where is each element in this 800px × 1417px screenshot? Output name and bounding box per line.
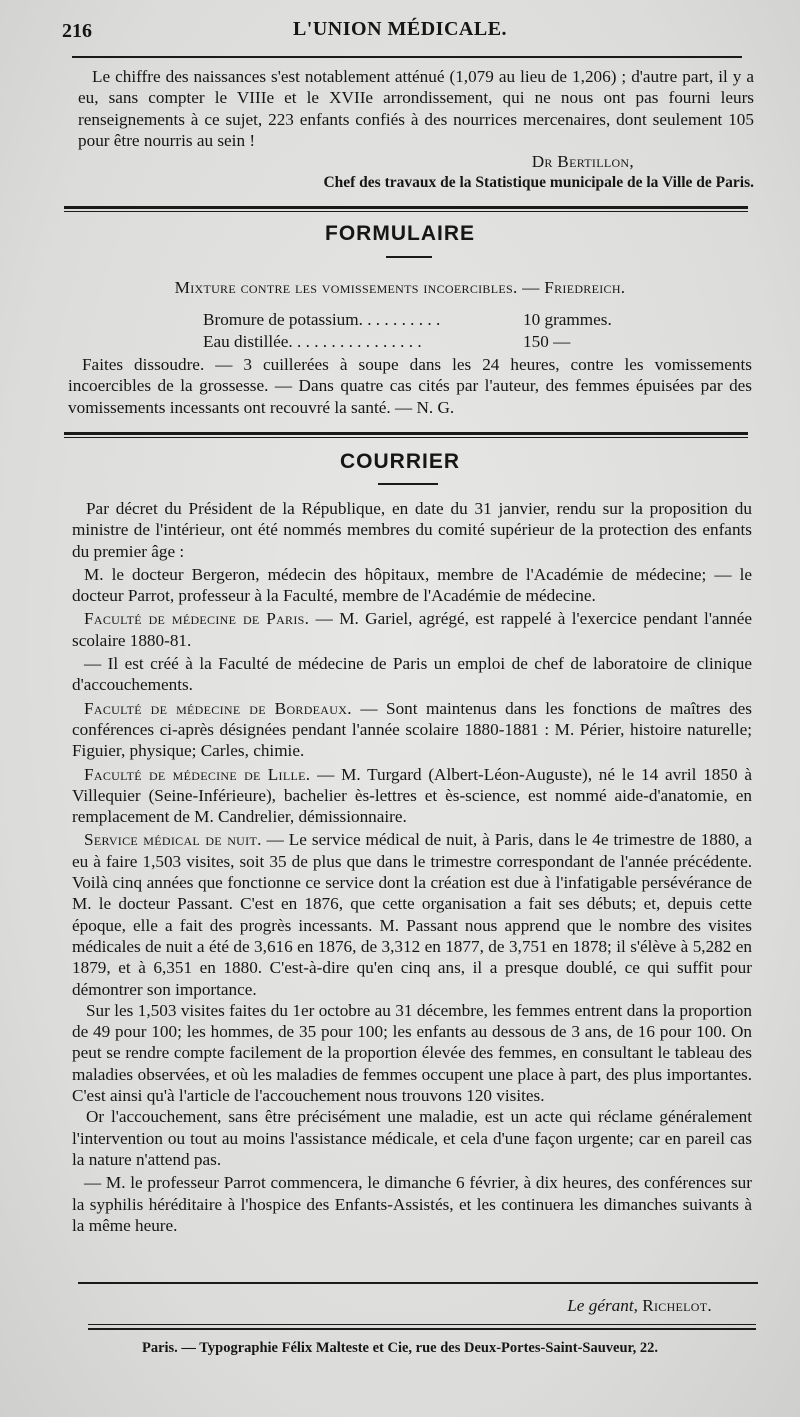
recipe-row — [203, 309, 643, 331]
ingredient-qty: 150 — — [523, 332, 571, 351]
header-rule — [72, 56, 742, 58]
courrier-p2: M. le docteur Bergeron, médecin des hôpitaux, membre de l'Académie de médecine; — le docteur Parrot, professeur à la Faculté, membre de l'Académie de médecine. — [72, 564, 752, 606]
courrier-title: COURRIER — [339, 450, 460, 473]
intro-block — [78, 66, 754, 194]
formulaire-note-block — [68, 354, 752, 418]
text-service-nuit: — Le service médical de nuit, à Paris, dans le 4e trimestre de 1880, a eu à faire 1,503 visites, soit 35 de plus que dans le trimestre correspondant de l'année précédente. Voilà cinq années que fonctionne ce service dont la création est due à l'infatigable persévérance de M. le docteur Passant. C'est en 1876, que cette organisation a fait ses débuts; et, depuis cette époque, elle a fait des progrès incessants. M. Passant nous apprend que le nombre des visites médicales de nuit a été de 3,616 en 1876, de 3,312 en 1877, de 3,751 en 1878; il s'élève à 5,282 en 1879, et à 6,351 en 1880. C'est-à-dire qu'en cinq ans, il a presque doublé, ce qui suffit pour démontrer son importance. — [72, 830, 752, 999]
section-rule-top — [64, 206, 748, 209]
formulaire-title: FORMULAIRE — [325, 222, 475, 245]
gerant-line — [0, 1296, 712, 1316]
courrier-p7 — [72, 829, 752, 999]
text-faculte-bordeaux: — Sont maintenus dans les fonctions de maîtres des conférences ci-après désignées pendant l'année scolaire 1880-1881 : M. Périer, histoire naturelle; Figuier, physique; Carles, chimie. — [72, 698, 752, 761]
courrier-p6 — [72, 764, 752, 828]
text-faculte-paris: — M. Gariel, agrégé, est rappelé à l'exercice pendant l'année scolaire 1880-81. — [72, 609, 752, 650]
courrier-p8: Sur les 1,503 visites faites du 1er octobre au 31 décembre, les femmes entrent dans la proportion de 49 pour 100; les hommes, de 35 pour 100; les enfants au dessous de 3 ans, de 16 pour 100. On peut se rendre compte facilement de la proportion élevée des femmes, en consultant le tableau des maladies observées, et où les maladies de femmes occupent une place à part, des plus importantes. C'est ainsi qu'à l'article de l'accouchement nous trouvons 120 visites. — [72, 1000, 752, 1106]
section-rule-top — [64, 432, 748, 435]
journal-title: L'UNION MÉDICALE. — [292, 18, 508, 40]
ingredient-qty: 10 grammes. — [523, 310, 612, 329]
formulaire-subtitle: Mixture contre les vomissements incoercibles. — Friedreich. — [174, 278, 626, 297]
footer-rule — [78, 1282, 758, 1284]
signature-title: Chef des travaux de la Statistique municipale de la Ville de Paris. — [323, 174, 754, 192]
heading-faculte-paris: Faculté de médecine de Paris. — [84, 609, 310, 629]
courrier-p10: — M. le professeur Parrot commencera, le dimanche 6 février, à dix heures, des conférences sur la syphilis héréditaire à l'hospice des Enfants-Assistés, et les continuera les dimanches suivants à la même heure. — [72, 1173, 752, 1235]
courrier-underline — [378, 483, 438, 485]
courrier-p4: — Il est créé à la Faculté de médecine de Paris un emploi de chef de laboratoire de clinique d'accouchements. — [72, 654, 752, 695]
courrier-body — [72, 498, 752, 1236]
formulaire-note: Faites dissoudre. — 3 cuillerées à soupe dans les 24 heures, contre les vomissements incoercibles de la grossesse. — Dans quatre cas cités par l'auteur, des femmes épuisées par des vomissements incessants ont recouvré la santé. — N. G. — [68, 355, 752, 417]
signature: Dr Bertillon, — [531, 152, 634, 172]
imprint: Paris. — Typographie Félix Malteste et Cie, rue des Deux-Portes-Saint-Sauveur, 22. — [141, 1340, 659, 1356]
intro-paragraph: Le chiffre des naissances s'est notablement atténué (1,079 au lieu de 1,206) ; d'autre part, il y a eu, sans compter le VIIIe et le XVIIe arrondissement, qui ne nous ont pas fourni leurs renseignements à ce sujet, 223 enfants confiés à des nourrices mercenaires, dont seulement 105 pour être nourris au sein ! — [78, 67, 754, 150]
section-rule-bottom — [64, 437, 748, 438]
heading-faculte-lille: Faculté de médecine de Lille. — [84, 764, 311, 784]
recipe-row — [203, 331, 643, 353]
courrier-p5 — [72, 698, 752, 762]
gerant-name: Richelot. — [642, 1296, 712, 1315]
heading-service-nuit: Service médical de nuit. — [84, 830, 262, 850]
page-number: 216 — [62, 20, 92, 42]
ingredient-name: Bromure de potassium. . . . . . . . . . — [203, 310, 441, 329]
section-rule-bottom — [64, 211, 748, 212]
ingredient-name: Eau distillée. . . . . . . . . . . . . . . . — [203, 332, 422, 351]
formulaire-underline — [386, 256, 432, 258]
recipe-list — [203, 309, 643, 353]
imprint-rule-thick — [88, 1328, 756, 1330]
imprint-rule — [88, 1324, 756, 1325]
gerant-label: Le gérant, — [567, 1296, 638, 1315]
text-faculte-lille: — M. Turgard (Albert-Léon-Auguste), né le 14 avril 1850 à Villequier (Seine-Inférieure), bachelier ès-lettres et ès-science, est nommé aide-d'anatomie, en remplacement de M. Candrelier, démissionnaire. — [72, 764, 752, 827]
courrier-p1: Par décret du Président de la République, en date du 31 janvier, rendu sur la proposition du ministre de l'intérieur, ont été nommés membres du comité supérieur de la protection des enfants du premier âge : — [72, 499, 752, 561]
courrier-p3 — [72, 608, 752, 651]
heading-faculte-bordeaux: Faculté de médecine de Bordeaux. — [84, 698, 352, 718]
courrier-p9: Or l'accouchement, sans être précisément une maladie, est un acte qui réclame généralement l'intervention ou tout au moins l'assistance médicale, et cela d'une façon urgente; car en pareil cas la nature n'attend pas. — [72, 1107, 752, 1169]
